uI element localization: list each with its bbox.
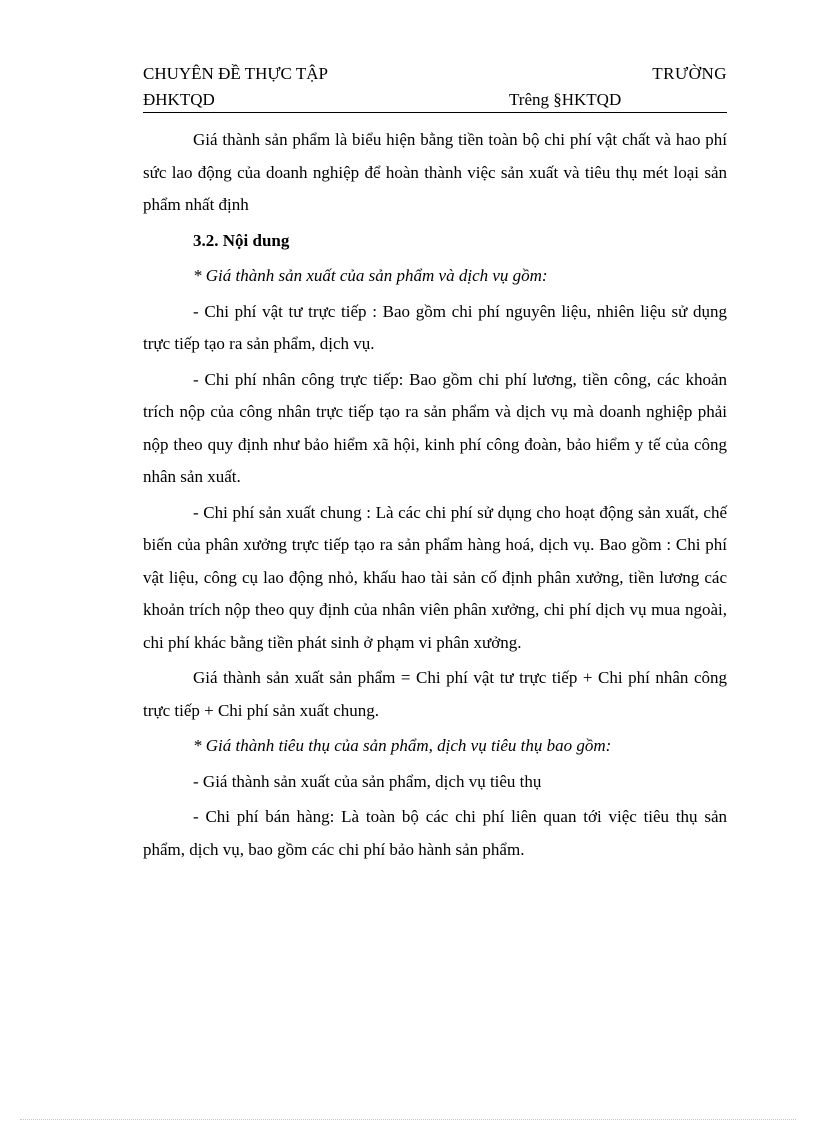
header-title-right: TRƯỜNG — [652, 64, 727, 83]
header-school-left: ĐHKTQD — [143, 90, 215, 109]
italic-subheading-consumption: * Giá thành tiêu thụ của sản phẩm, dịch vụ tiêu thụ bao gồm: — [193, 736, 612, 755]
paragraph-selling-cost: - Chi phí bán hàng: Là toàn bộ các chi phí liên quan tới việc tiêu thụ sản phẩm, dịch vụ, bao gồm các chi phí bảo hành sản phẩm. — [143, 807, 727, 859]
paragraph-production-cost-item: - Giá thành sản xuất của sản phẩm, dịch vụ tiêu thụ — [193, 771, 542, 791]
header-line-1 — [143, 62, 727, 86]
header-school-mid: Trêng §HKTQD — [509, 90, 622, 109]
document-body — [143, 124, 727, 866]
page-bottom-divider — [20, 1119, 796, 1120]
paragraph-overhead-cost: - Chi phí sản xuất chung : Là các chi phí sử dụng cho hoạt động sản xuất, chế biến của phân xưởng trực tiếp tạo ra sản phẩm hàng hoá, dịch vụ. Bao gồm : Chi phí vật liệu, công cụ lao động nhỏ, khấu hao tài sản cố định phân xưởng, tiền lương các khoản trích nộp theo quy định của nhân viên phân xưởng, chi phí dịch vụ mua ngoài, chi phí khác bằng tiền phát sinh ở phạm vi phân xưởng. — [143, 502, 727, 652]
italic-subheading-production: * Giá thành sản xuất của sản phẩm và dịch vụ gồm: — [193, 266, 548, 285]
section-heading: 3.2. Nội dung — [193, 230, 290, 250]
paragraph-labor-cost: - Chi phí nhân công trực tiếp: Bao gồm chi phí lương, tiền công, các khoản trích nộp của công nhân trực tiếp tạo ra sản phẩm và dịch vụ mà doanh nghiệp phải nộp theo quy định như bảo hiểm xã hội, kinh phí công đoàn, bảo hiểm y tế của công nhân sản xuất. — [143, 369, 727, 486]
paragraph-material-cost: - Chi phí vật tư trực tiếp : Bao gồm chi phí nguyên liệu, nhiên liệu sử dụng trực tiếp tạo ra sản phẩm, dịch vụ. — [143, 301, 727, 353]
page-header — [143, 62, 727, 113]
header-title-left: CHUYÊN ĐỀ THỰC TẬP — [143, 64, 328, 83]
header-line-2 — [143, 88, 727, 112]
paragraph-production-formula: Giá thành sản xuất sản phẩm = Chi phí vật tư trực tiếp + Chi phí nhân công trực tiếp + Chi phí sản xuất chung. — [143, 668, 727, 720]
paragraph-definition: Giá thành sản phẩm là biểu hiện bằng tiền toàn bộ chi phí vật chất và hao phí sức lao động của doanh nghiệp để hoàn thành việc sản xuất và tiêu thụ mét loại sản phẩm nhất định — [143, 130, 727, 214]
